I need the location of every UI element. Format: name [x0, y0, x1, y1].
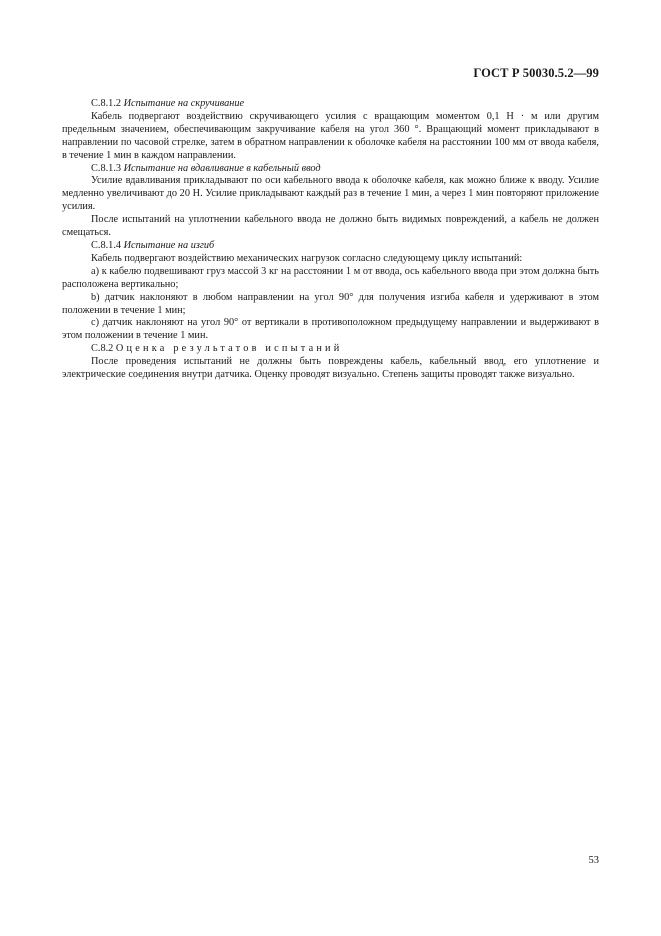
paragraph: Кабель подвергают воздействию механических нагрузок согласно следующему циклу испытаний:	[91, 252, 523, 264]
section-number: С.8.1.4	[91, 239, 122, 251]
section-number: С.8.2	[91, 343, 114, 355]
section-title: Испытание на изгиб	[123, 239, 215, 251]
document-body	[62, 98, 599, 382]
paragraph: Усилие вдавливания прикладывают по оси кабельного ввода к оболочке кабеля, как можно ближе к вводу. Усилие медленно увеличивают до 20 Н. Усилие прикладывают каждый раз в течение 1 мин, а через 1 мин повторяют приложение усилия.	[62, 175, 599, 213]
list-item: а) к кабелю подвешивают груз массой 3 кг на расстоянии 1 м от ввода, ось кабельного ввода при этом должна быть расположена вертикально;	[62, 265, 599, 290]
section-title: Оценка результатов испытаний	[115, 343, 343, 355]
list-item: с) датчик наклоняют на угол 90° от вертикали в противоположном предыдущему направлении и выдерживают в этом положении в течение 1 мин.	[62, 317, 599, 342]
list-item: b) датчик наклоняют в любом направлении на угол 90° для получения изгиба кабеля и удерживают в этом положении в течение 1 мин;	[62, 291, 599, 316]
paragraph: После проведения испытаний не должны быть повреждены кабель, кабельный ввод, его уплотнение и электрические соединения внутри датчика. Оценку проводят визуально. Степень защиты проводят также визуально.	[62, 356, 599, 381]
section-heading-pressing	[62, 163, 599, 176]
section-title: Испытание на вдавливание в кабельный ввод	[123, 162, 321, 174]
section-heading-bending	[62, 240, 599, 253]
paragraph: После испытаний на уплотнении кабельного ввода не должно быть видимых повреждений, а кабель не должен смещаться.	[62, 214, 599, 239]
section-number: С.8.1.3	[91, 162, 122, 174]
section-title: Испытание на скручивание	[123, 98, 245, 109]
page-number: 53	[588, 855, 599, 866]
section-number: С.8.1.2	[91, 98, 122, 109]
section-heading-evaluation	[62, 343, 599, 356]
document-header: ГОСТ Р 50030.5.2—99	[473, 66, 599, 80]
section-heading-torsion	[62, 98, 599, 111]
paragraph: Кабель подвергают воздействию скручивающего усилия с вращающим моментом 0,1 Н · м или другим предельным значением, обеспечивающим закручивание кабеля на угол 360 °. Вращающий момент прикладывают в направлении по часовой стрелке, затем в обратном направлении к оболочке кабеля на расстоянии 100 мм от ввода кабеля, в течение 1 мин в каждом направлении.	[62, 110, 599, 161]
